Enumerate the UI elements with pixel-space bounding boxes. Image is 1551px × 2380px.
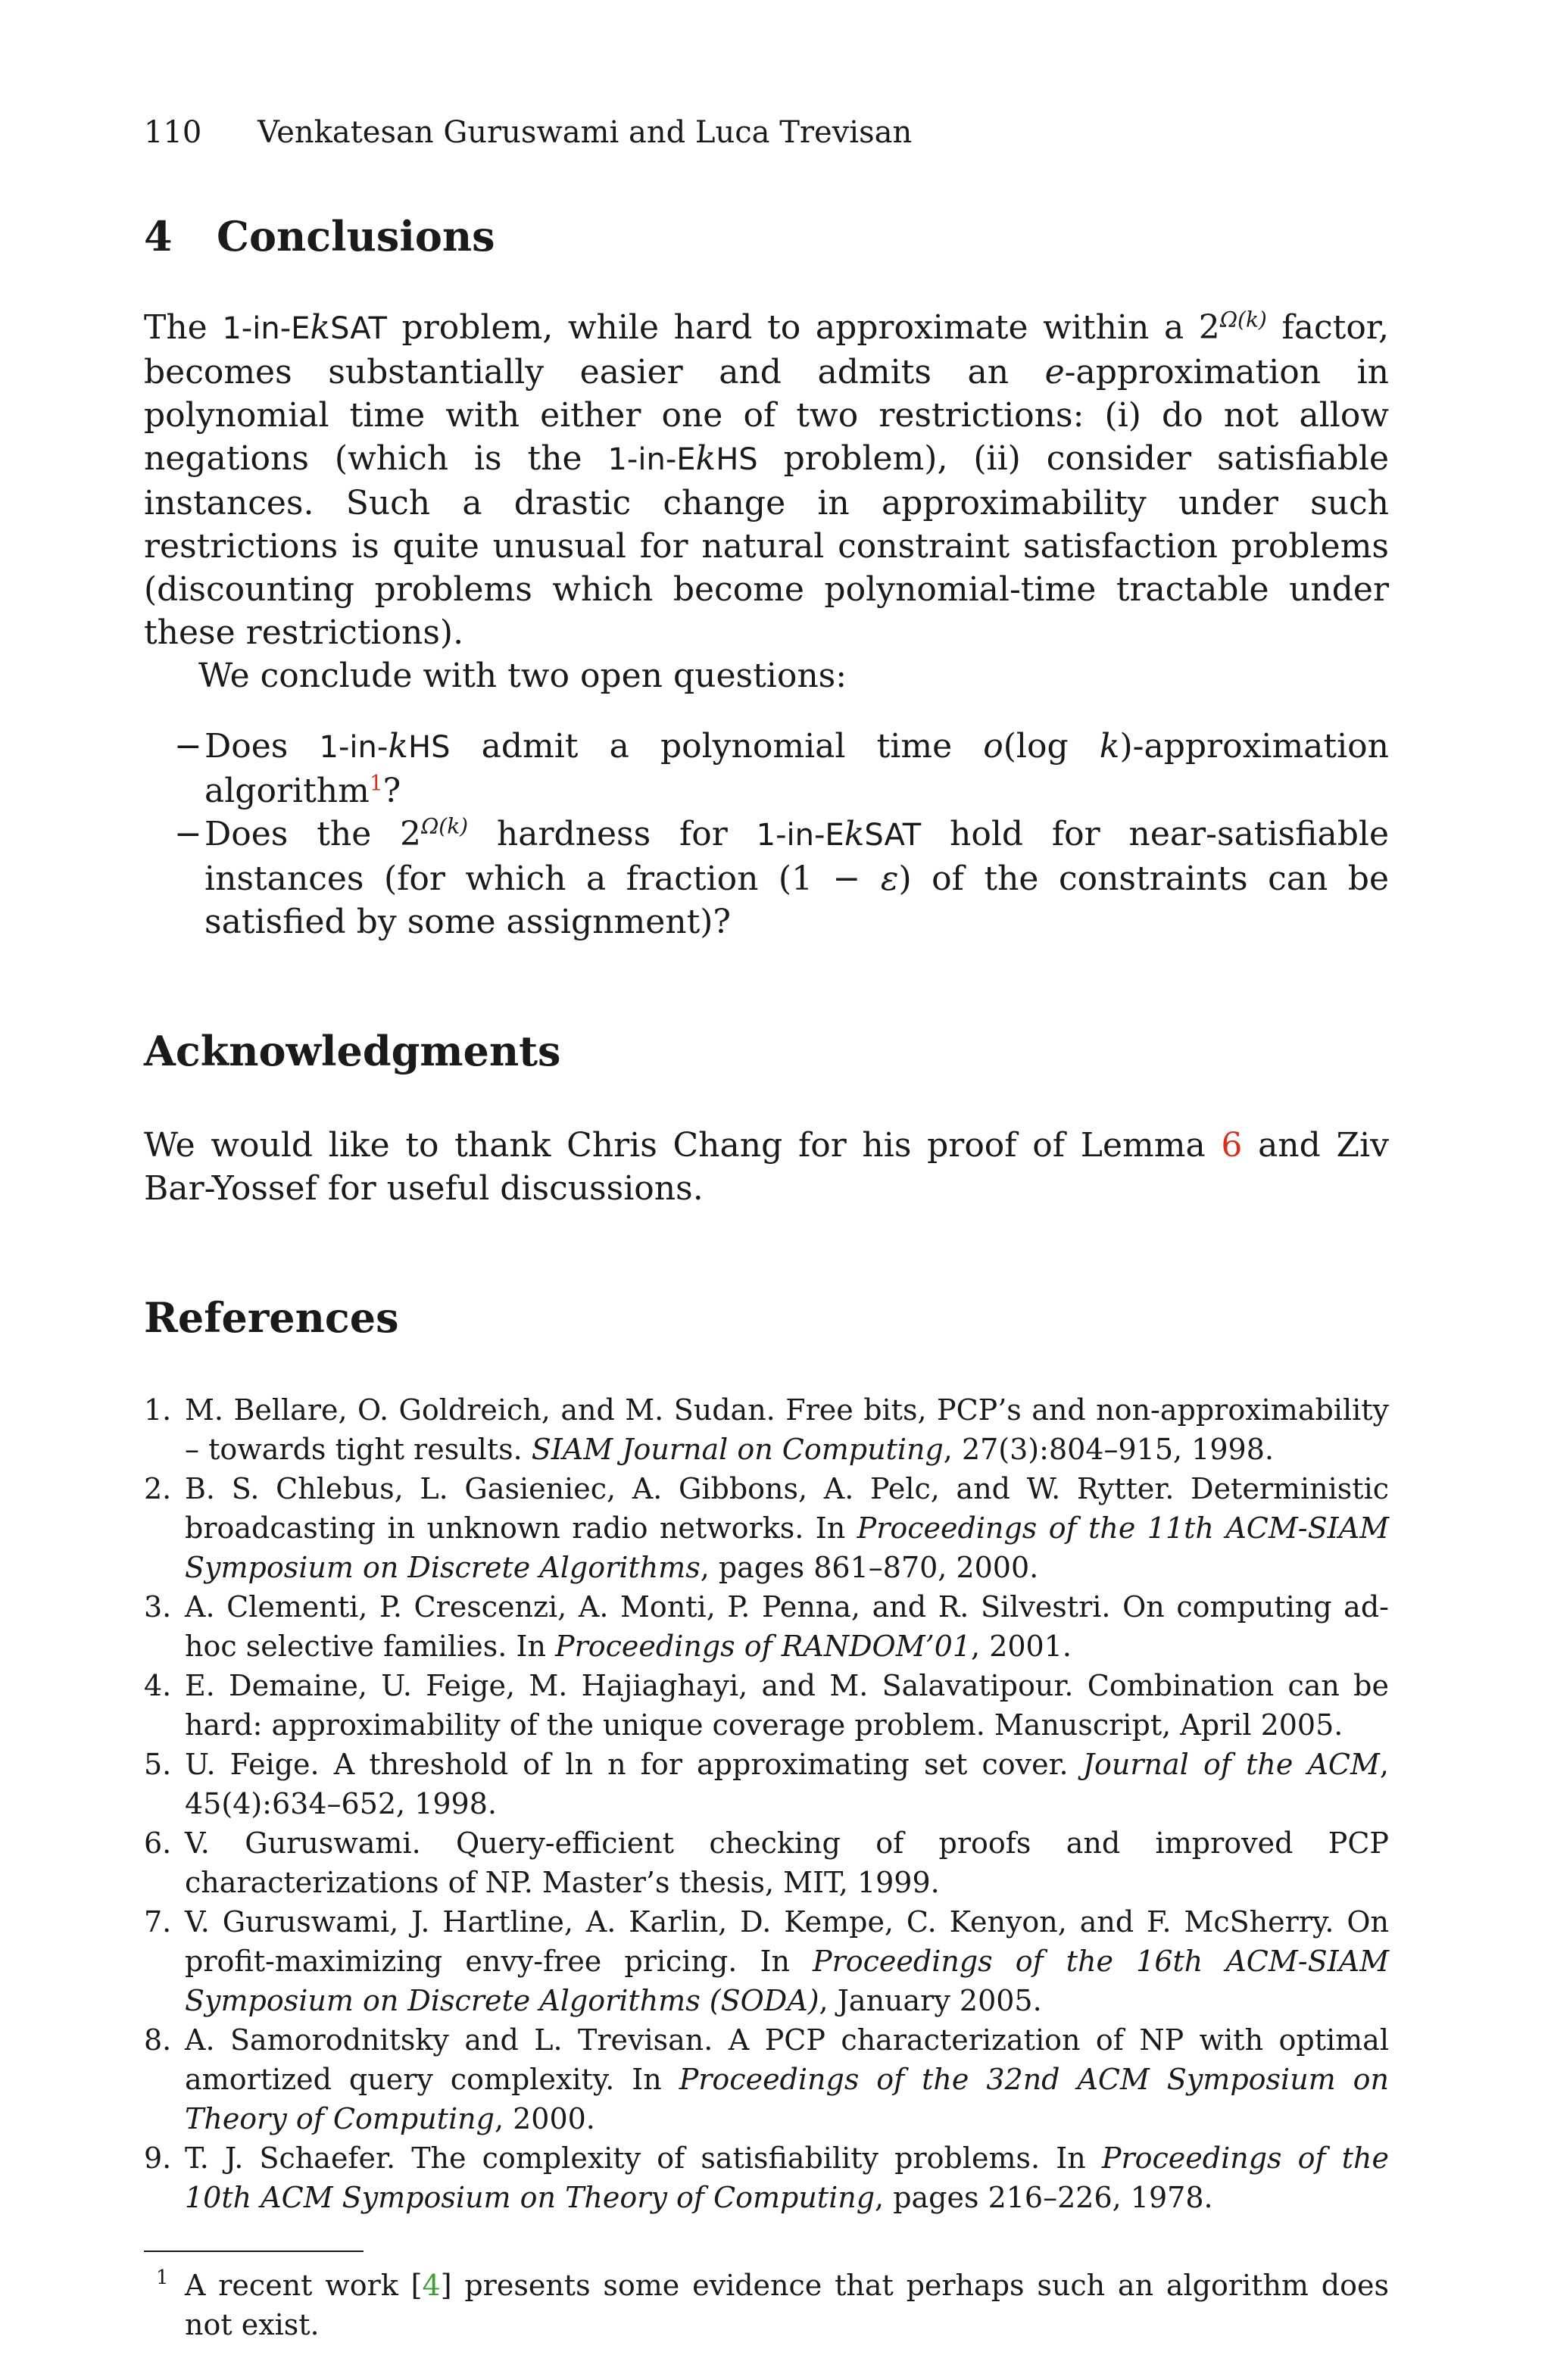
acknowledgments-heading: Acknowledgments [144, 1027, 561, 1075]
section-heading-conclusions [144, 212, 1389, 260]
reference-item: 9. T. J. Schaefer. The complexity of satisfiability problems. In Proceedings of the 10th ACM Symposium on Theory of Computing, pages 216–226, 1978. [144, 2138, 1389, 2217]
open-questions-list [144, 725, 1389, 944]
reference-item: 4. E. Demaine, U. Feige, M. Hajiaghayi, and M. Salavatipour. Combination can be hard: approximability of the unique coverage problem. Manuscript, April 2005. [144, 1666, 1389, 1745]
reference-venue: Proceedings of the 11th ACM-SIAM Symposium on Discrete Algorithms [185, 1511, 1389, 1584]
reference-item: 2. B. S. Chlebus, L. Gasieniec, A. Gibbons, A. Pelc, and W. Rytter. Deterministic broadcasting in unknown radio networks. In Proceedings of the 11th ACM-SIAM Symposium on Discrete Algorithms, pages 861–870, 2000. [144, 1469, 1389, 1587]
reference-item: 3. A. Clementi, P. Crescenzi, A. Monti, P. Penna, and R. Silvestri. On computing ad-hoc selective families. In Proceedings of RANDOM’01, 2001. [144, 1587, 1389, 1666]
open-question-2: − Does the $2^{\Omega(k)}$ hardness for 1-in-EkSAT hold for near-satisfiable instances (for which a fraction (1 − ε) of the constraints can be satisfied by some assignment)? [174, 813, 1389, 941]
acknowledgments-paragraph: We would like to thank Chris Chang for his proof of Lemma 6 and Ziv Bar-Yossef for useful discussions. [144, 1126, 1389, 1208]
conclusions-paragraph: The 1-in-EkSAT problem, while hard to approximate within a $2^{\Omega(k)}$ factor, becomes substantially easier and admits an e-approximation in polynomial time with either one of two restrictions: (i) do not allow negations (which is the 1-in-EkHS problem), (ii) consider satisfiable instances. Such a drastic change in approximability under such restrictions is quite unusual for natural constraint satisfaction problems (discounting problems which become polynomial-time tractable under these restrictions). [144, 307, 1389, 652]
footnote: 1 A recent work [4] presents some evidence that perhaps such an algorithm does not exist. [144, 2266, 1389, 2344]
page [144, 114, 1389, 2344]
reference-venue: Journal of the ACM [1082, 1748, 1380, 1781]
reference-item: 5. U. Feige. A threshold of ln n for approximating set cover. Journal of the ACM, 45(4):634–652, 1998. [144, 1745, 1389, 1823]
reference-venue: Proceedings of the 16th ACM-SIAM Symposium on Discrete Algorithms (SODA) [185, 1945, 1389, 2017]
reference-venue: Proceedings of the 10th ACM Symposium on Theory of Computing [185, 2141, 1389, 2214]
running-head [144, 114, 1389, 151]
open-questions-intro: We conclude with two open questions: [198, 657, 847, 695]
reference-item: 7. V. Guruswami, J. Hartline, A. Karlin, D. Kempe, C. Kenyon, and F. McSherry. On profit-maximizing envy-free pricing. In Proceedings of the 16th ACM-SIAM Symposium on Discrete Algorithms (SODA), January 2005. [144, 1902, 1389, 2020]
reference-number: 8. [144, 2023, 172, 2057]
references-heading: References [144, 1293, 399, 1342]
footnote-rule [144, 2251, 364, 2252]
page-number: 110 [144, 115, 202, 150]
citation-link[interactable]: 4 [422, 2269, 441, 2302]
section-title: Conclusions [217, 212, 495, 260]
reference-number: 1. [144, 1393, 172, 1427]
lemma-link[interactable]: 6 [1221, 1126, 1243, 1165]
reference-item: 1. M. Bellare, O. Goldreich, and M. Sudan. Free bits, PCP’s and non-approximability – towards tight results. SIAM Journal on Computing, 27(3):804–915, 1998. [144, 1390, 1389, 1469]
section-number: 4 [144, 212, 173, 260]
reference-venue: Proceedings of RANDOM’01 [555, 1630, 972, 1663]
footnote-mark: 1 [156, 2266, 169, 2289]
reference-item: 6. V. Guruswami. Query-efficient checking of proofs and improved PCP characterizations of NP. Master’s thesis, MIT, 1999. [144, 1823, 1389, 1902]
open-question-1: − Does 1-in-kHS admit a polynomial time o(log k)-approximation algorithm$^1$? [174, 727, 1389, 810]
reference-item: 8. A. Samorodnitsky and L. Trevisan. A PCP characterization of NP with optimal amortized query complexity. In Proceedings of the 32nd ACM Symposium on Theory of Computing, 2000. [144, 2020, 1389, 2138]
references-list [144, 1390, 1389, 2217]
reference-number: 2. [144, 1472, 172, 1505]
reference-venue: Proceedings of the 32nd ACM Symposium on Theory of Computing [185, 2063, 1389, 2135]
reference-venue: SIAM Journal on Computing [531, 1433, 944, 1466]
reference-number: 5. [144, 1748, 172, 1781]
footnote-marker-link[interactable]: 1 [369, 770, 383, 796]
reference-number: 4. [144, 1669, 172, 1702]
reference-number: 3. [144, 1590, 172, 1624]
reference-number: 6. [144, 1826, 172, 1860]
running-head-authors: Venkatesan Guruswami and Luca Trevisan [257, 115, 913, 150]
reference-number: 7. [144, 1905, 172, 1939]
reference-number: 9. [144, 2141, 172, 2175]
